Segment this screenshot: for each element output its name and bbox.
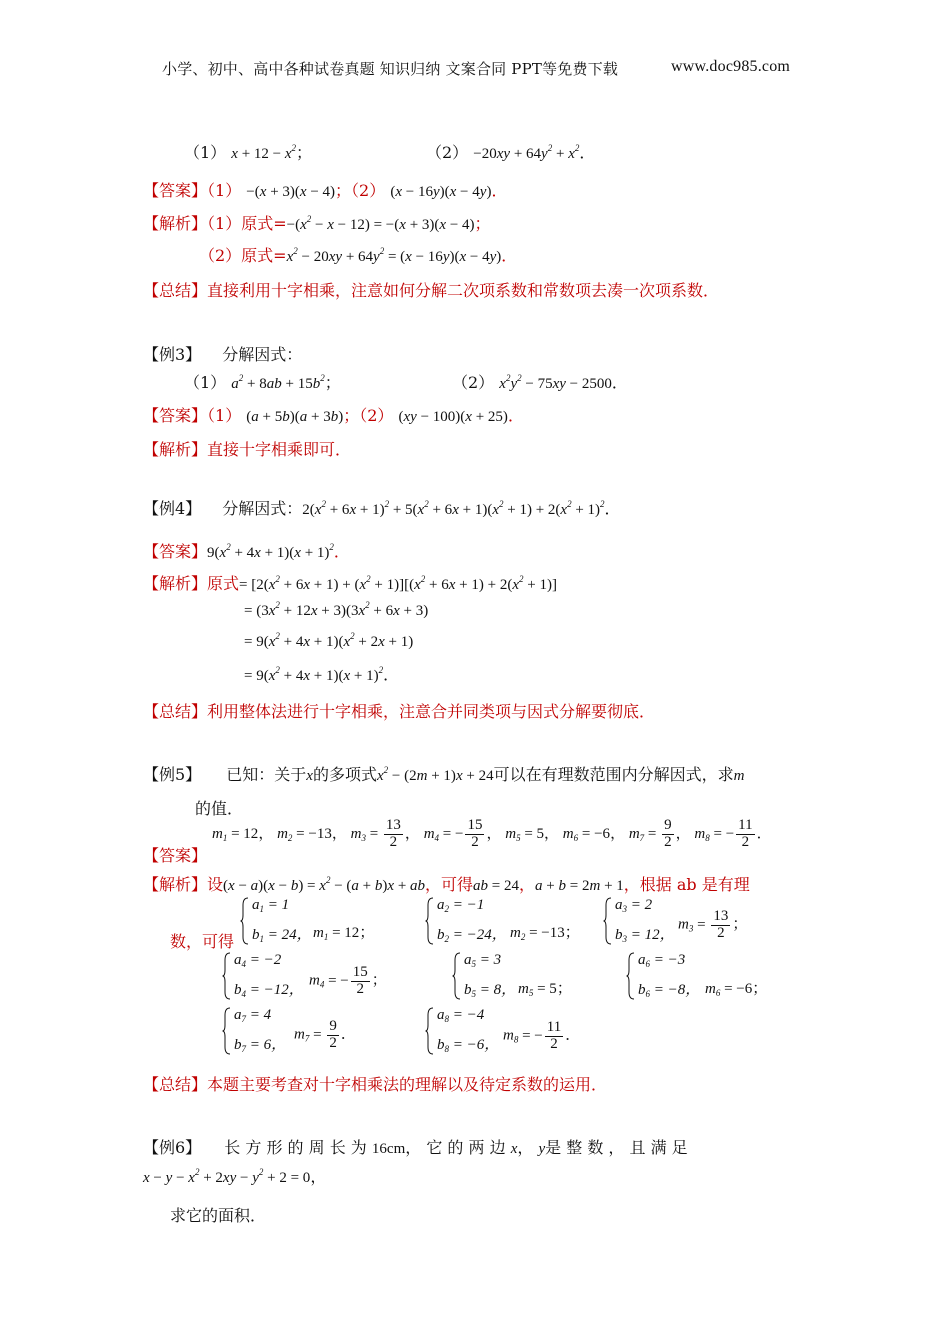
site-header-url[interactable]: www.doc985.com — [671, 58, 791, 75]
ex5-solution-line-2: 数，可得 — [170, 932, 235, 951]
system-a-eq: $a_4 = -2$ — [234, 952, 282, 969]
linear-system-2 — [425, 897, 505, 945]
ex2-solution-1: 【解析】（1）原式$=-(x^2 - x - 12) = -(x + 3)(x - 4)$； — [143, 214, 491, 233]
system-m-value-5: $m_5 = 5$； — [518, 979, 572, 998]
ex3-problem-2: （2） $x^2y^2 - 75xy - 2500$． — [452, 373, 628, 392]
system-m-value-6: $m_6 = -6$； — [705, 979, 768, 998]
system-a-eq: $a_3 = 2$ — [615, 897, 653, 914]
linear-system-7 — [222, 1007, 302, 1055]
system-a-eq: $a_2 = -1$ — [437, 897, 485, 914]
ex6-question: 求它的面积． — [170, 1206, 267, 1225]
system-m-value-2: $m_2 = -13$； — [510, 923, 580, 942]
system-b-eq: $b_1 = 24$， — [252, 925, 312, 944]
ex5-answer-tag: 【答案】 — [143, 846, 208, 865]
system-b-eq: $b_3 = 12$， — [615, 925, 675, 944]
linear-system-1 — [240, 897, 320, 945]
linear-system-8 — [425, 1007, 505, 1055]
ex5-heading-cont: 的值． — [195, 799, 244, 818]
linear-system-6 — [626, 952, 706, 1000]
ex2-summary: 【总结】直接利用十字相乘，注意如何分解二次项系数和常数项去凑一次项系数． — [143, 281, 720, 300]
ex4-solution-line-2: = $(3x^2 + 12x + 3)(3x^2 + 6x + 3)$ — [244, 600, 429, 619]
ex6-equation: $x - y - x^2 + 2xy - y^2 + 2 = 0$， — [143, 1167, 327, 1186]
ex3-heading: 【例3】 分解因式： — [143, 345, 303, 364]
system-m-value-8: $m_8$ = − $\frac{11}{2}$ ． — [503, 1019, 581, 1052]
ex4-heading: 【例4】 分解因式：$2(x^2 + 6x + 1)^2 + 5(x^2 + 6x + 1)(x^2 + 1) + 2(x^2 + 1)^2$． — [143, 499, 621, 518]
linear-system-3 — [603, 897, 683, 945]
ex3-problem-1: （1） $a^2 + 8ab + 15b^2$； — [184, 373, 341, 392]
system-m-value-7: $m_7$ = $\frac{9}{2}$ ． — [294, 1018, 356, 1051]
system-a-eq: $a_7 = 4$ — [234, 1007, 272, 1024]
ex2-solution-2: （2）原式$=x^2 - 20xy + 64y^2 = (x - 16y)(x - 4y)$． — [199, 246, 518, 265]
system-b-eq: $b_7 = 6$， — [234, 1035, 287, 1054]
system-a-eq: $a_8 = -4$ — [437, 1007, 485, 1024]
linear-system-4 — [222, 952, 302, 1000]
system-b-eq: $b_2 = -24$， — [437, 925, 507, 944]
ex5-summary: 【总结】本题主要考查对十字相乘法的理解以及待定系数的运用． — [143, 1075, 608, 1094]
system-a-eq: $a_1 = 1$ — [252, 897, 290, 914]
system-b-eq: $b_4 = -12$， — [234, 980, 304, 999]
ex3-answer: 【答案】（1） (a + 5b)(a + 3b)；（2） (xy − 100)(x + 25)． — [143, 406, 524, 425]
ex6-heading: 【例6】 长 方 形 的 周 长 为 16cm， 它 的 两 边 x， y是 整 数 ， 且 满 足 — [143, 1138, 688, 1157]
ex2-problem-1: （1） $x + 12 - x^2$； — [184, 143, 313, 162]
ex5-heading: 【例5】 已知：关于x的多项式$x^2 - (2m + 1)x + 24$可以在有理数范围内分解因式，求m — [143, 765, 745, 784]
ex4-summary: 【总结】利用整体法进行十字相乘，注意合并同类项与因式分解要彻底． — [143, 702, 656, 721]
ex5-solution-line-1: 【解析】设$(x - a)(x - b) = x^2 - (a + b)x$ + ab，可得ab = 24，a + b = 2m + 1，根据 ab 是有理 — [143, 875, 750, 894]
system-b-eq: $b_6 = -8$， — [638, 980, 701, 999]
system-m-value-3: $m_3$ = $\frac{13}{2}$ ； — [678, 908, 748, 941]
system-m-value-4: $m_4$ = − $\frac{15}{2}$ ； — [309, 964, 387, 997]
ex4-solution-line-4: = $9(x^2 + 4x + 1)(x + 1)^2$． — [244, 665, 400, 684]
system-m-value-1: $m_1 = 12$； — [313, 923, 375, 942]
system-a-eq: $a_5 = 3$ — [464, 952, 502, 969]
ex5-answer-values: $m_1 = 12$， $m_2 = -13$， $m_3$ = $\frac{13}{2}$ ， $m_4$ = − $\frac{15}{2}$ ， $m_5 = 5$， $m_6 = -6$， $m_7$ = $\frac{9}{2}$ ， $m_8$ = − $\frac{11}{2}$ ． — [212, 817, 772, 851]
ex4-solution-line-3: = $9(x^2 + 4x + 1)(x^2 + 2x + 1)$ — [244, 631, 414, 650]
ex4-answer: 【答案】$9(x^2 + 4x + 1)(x + 1)^2$． — [143, 542, 350, 561]
system-b-eq: $b_5 = 8$， — [464, 980, 517, 999]
site-header-left: 小学、初中、高中各种试卷真题 知识归纳 文案合同 PPT等免费下载 — [162, 60, 619, 78]
ex4-solution-line-1: 【解析】原式= $[2(x^2 + 6x + 1) + (x^2 + 1)][(x^2 + 6x + 1) + 2(x^2 + 1)]$ — [143, 574, 557, 593]
system-b-eq: $b_8 = -6$， — [437, 1035, 500, 1054]
ex3-solution: 【解析】直接十字相乘即可． — [143, 440, 352, 459]
system-a-eq: $a_6 = -3$ — [638, 952, 686, 969]
ex2-answer: 【答案】（1） −(x + 3)(x − 4)；（2） (x − 16y)(x − 4y)． — [143, 181, 508, 200]
ex2-problem-2: $(2) -20xy + 64y^2 + x^2$． — [426, 143, 596, 162]
